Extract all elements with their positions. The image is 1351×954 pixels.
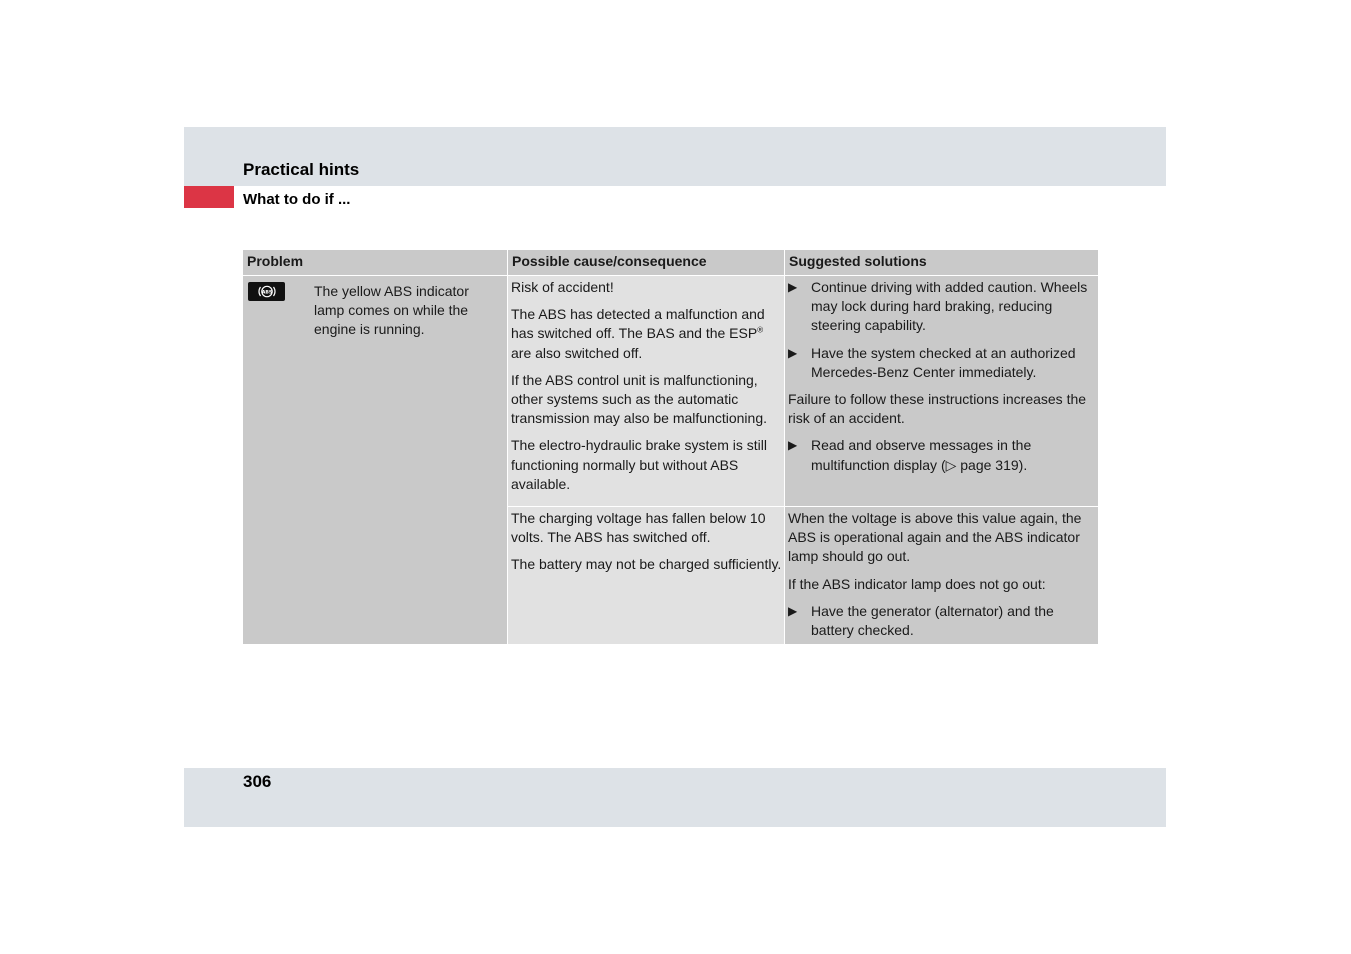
solution-text: When the voltage is above this value again, the ABS is operational again and the ABS indicator lamp should go out.	[788, 510, 1082, 565]
risk-warning: Risk of accident!	[511, 279, 614, 295]
bullet-arrow-icon: ▶	[788, 603, 798, 618]
column-header-problem: Problem	[247, 253, 304, 269]
troubleshooting-table	[243, 250, 1098, 644]
cause-cell	[507, 507, 784, 644]
page-number: 306	[243, 772, 272, 791]
column-header-solutions: Suggested solutions	[784, 250, 1098, 275]
solution-step: ▶ Have the generator (alternator) and the battery checked.	[788, 602, 1094, 640]
solution-text: If the ABS indicator lamp does not go out:	[788, 575, 1046, 592]
section-title: Practical hints	[243, 160, 360, 179]
column-header-cause: Possible cause/consequence	[507, 250, 784, 275]
cause-text: If the ABS control unit is malfunctioning, other systems such as the automatic transmission may also be malfunctioning.	[511, 371, 768, 427]
abs-indicator-lamp-icon	[248, 282, 285, 301]
cause-text: The ABS has detected a malfunction and has switched off. The BAS and the ESP® are also switched off.	[511, 306, 765, 361]
section-marker-tab	[184, 186, 234, 208]
solution-step: ▶ Read and observe messages in the multifunction display (▷ page 319).	[788, 436, 1094, 474]
bullet-arrow-icon: ▶	[788, 280, 798, 294]
footer-band	[184, 768, 1166, 827]
table-row	[507, 506, 1098, 644]
table-header	[243, 250, 1098, 275]
cause-cell	[507, 276, 784, 506]
solution-cell	[784, 276, 1098, 506]
bullet-arrow-icon: ▶	[788, 438, 798, 453]
bullet-arrow-icon: ▶	[788, 345, 798, 360]
table-body	[243, 275, 1098, 644]
solution-cell	[784, 507, 1098, 644]
registered-mark: ®	[757, 325, 764, 335]
cause-text: The battery may not be charged sufficiently.	[511, 556, 782, 573]
solution-step: ▶ Continue driving with added caution. Wheels may lock during hard braking, reducing steering capability.	[788, 278, 1094, 336]
svg-text:ABS: ABS	[261, 290, 272, 296]
cause-solution-rows	[507, 276, 1098, 644]
cause-text: The electro-hydraulic brake system is still functioning normally but without ABS available.	[511, 437, 767, 492]
cause-text: The charging voltage has fallen below 10 volts. The ABS has switched off.	[511, 510, 766, 546]
subsection-title: What to do if ...	[243, 191, 351, 208]
table-row	[507, 276, 1098, 506]
problem-cell	[243, 276, 507, 644]
solution-step: ▶ Have the system checked at an authorized Mercedes-Benz Center immediately.	[788, 344, 1094, 382]
problem-description: The yellow ABS indicator lamp comes on while the engine is running.	[314, 283, 469, 338]
solution-note: Failure to follow these instructions increases the risk of an accident.	[788, 391, 1087, 427]
